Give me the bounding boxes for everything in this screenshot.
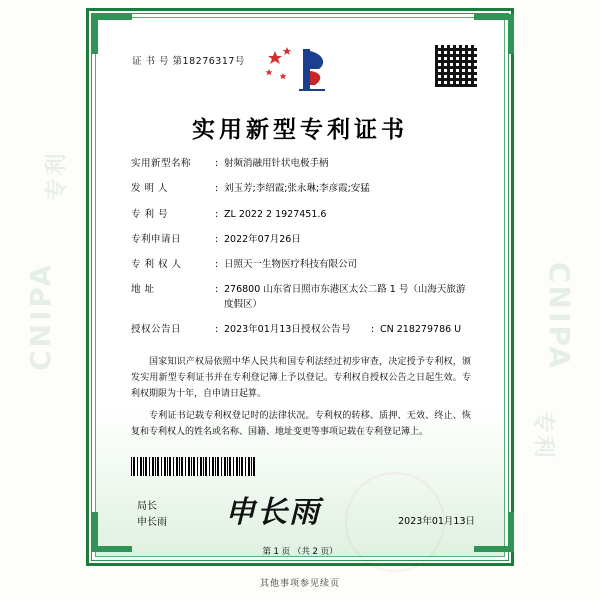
field-row-patent-number <box>131 208 471 222</box>
field-row-inventors <box>131 182 471 196</box>
field-colon: : <box>215 233 219 245</box>
field-value: ZL 2022 2 1927451.6 <box>224 208 327 220</box>
field-label: 专 利 号 <box>131 208 169 220</box>
footer-note: 其他事项参见续页 <box>259 579 340 589</box>
field-label: 实用新型名称 <box>131 158 192 169</box>
field-colon: : <box>215 158 219 169</box>
field-value: 射频消融用针状电极手柄 <box>224 158 329 169</box>
field-label: 发 明 人 <box>131 183 169 195</box>
field-value: 2023年01月13日 <box>224 323 301 335</box>
field-row-grant-info <box>131 323 471 337</box>
field-colon: : <box>215 284 219 296</box>
watermark-right: CNIPA <box>542 261 576 372</box>
field-colon: : <box>215 259 219 270</box>
field-label: 授权公告日 <box>131 323 182 335</box>
handwritten-signature: 申长雨 <box>225 495 321 530</box>
field-colon: : <box>215 183 219 195</box>
field-label: 专 利 权 人 <box>131 259 182 270</box>
field-grant-publication-number <box>301 323 471 337</box>
field-grant-date <box>131 323 301 337</box>
director-block <box>137 499 167 531</box>
cnipa-logo-icon <box>263 45 337 93</box>
qr-code-icon <box>435 45 477 87</box>
page-title: 实用新型专利证书 <box>192 117 408 143</box>
certificate-content <box>95 17 505 557</box>
legal-paragraph-2: 专利证书记载专利权登记时的法律状况。专利权的转移、质押、无效、终止、恢复和专利权人的姓名或名称、国籍、地址变更等事项记载在专利登记簿上。 <box>131 411 471 437</box>
field-row-address <box>131 283 471 312</box>
page-indicator: 第 1 页 （共 2 页） <box>262 547 338 557</box>
field-row-application-date <box>131 233 471 247</box>
barcode-icon <box>131 457 255 476</box>
field-value: CN 218279786 U <box>380 323 462 335</box>
certificate-fields <box>131 157 471 348</box>
field-label: 授权公告号 <box>301 323 352 335</box>
field-colon: : <box>215 323 219 335</box>
field-row-patentee <box>131 258 471 272</box>
field-label: 地 址 <box>131 284 155 296</box>
field-value: 2022年07月26日 <box>224 233 301 245</box>
director-label: 局长 <box>137 501 157 512</box>
watermark-left-secondary: 专利 <box>44 150 70 201</box>
field-value: 刘玉芳;李绍霞;张永琳;李彦霞;安猛 <box>224 183 370 195</box>
legal-text <box>131 355 471 448</box>
watermark-right-secondary: 专利 <box>530 410 556 461</box>
field-label: 专利申请日 <box>131 233 182 245</box>
field-colon: : <box>215 208 219 220</box>
field-value: 276800 山东省日照市东港区太公二路 1 号（山海天旅游度假区） <box>224 284 466 310</box>
certificate-number: 证 书 号 第18276317号 <box>132 56 245 67</box>
issue-date: 2023年01月13日 <box>398 516 475 527</box>
legal-paragraph-1: 国家知识产权局依照中华人民共和国专利法经过初步审查，决定授予专利权，颁发实用新型专利证书并在专利登记簿上予以登记。专利权自授权公告之日起生效。专利权期限为十年，自申请日起算。 <box>131 357 471 399</box>
field-colon: : <box>371 323 375 335</box>
field-value: 日照天一生物医疗科技有限公司 <box>224 259 358 270</box>
field-row-utility-model-name <box>131 157 471 171</box>
watermark-left: CNIPA <box>24 261 58 372</box>
director-name: 申长雨 <box>137 517 167 528</box>
